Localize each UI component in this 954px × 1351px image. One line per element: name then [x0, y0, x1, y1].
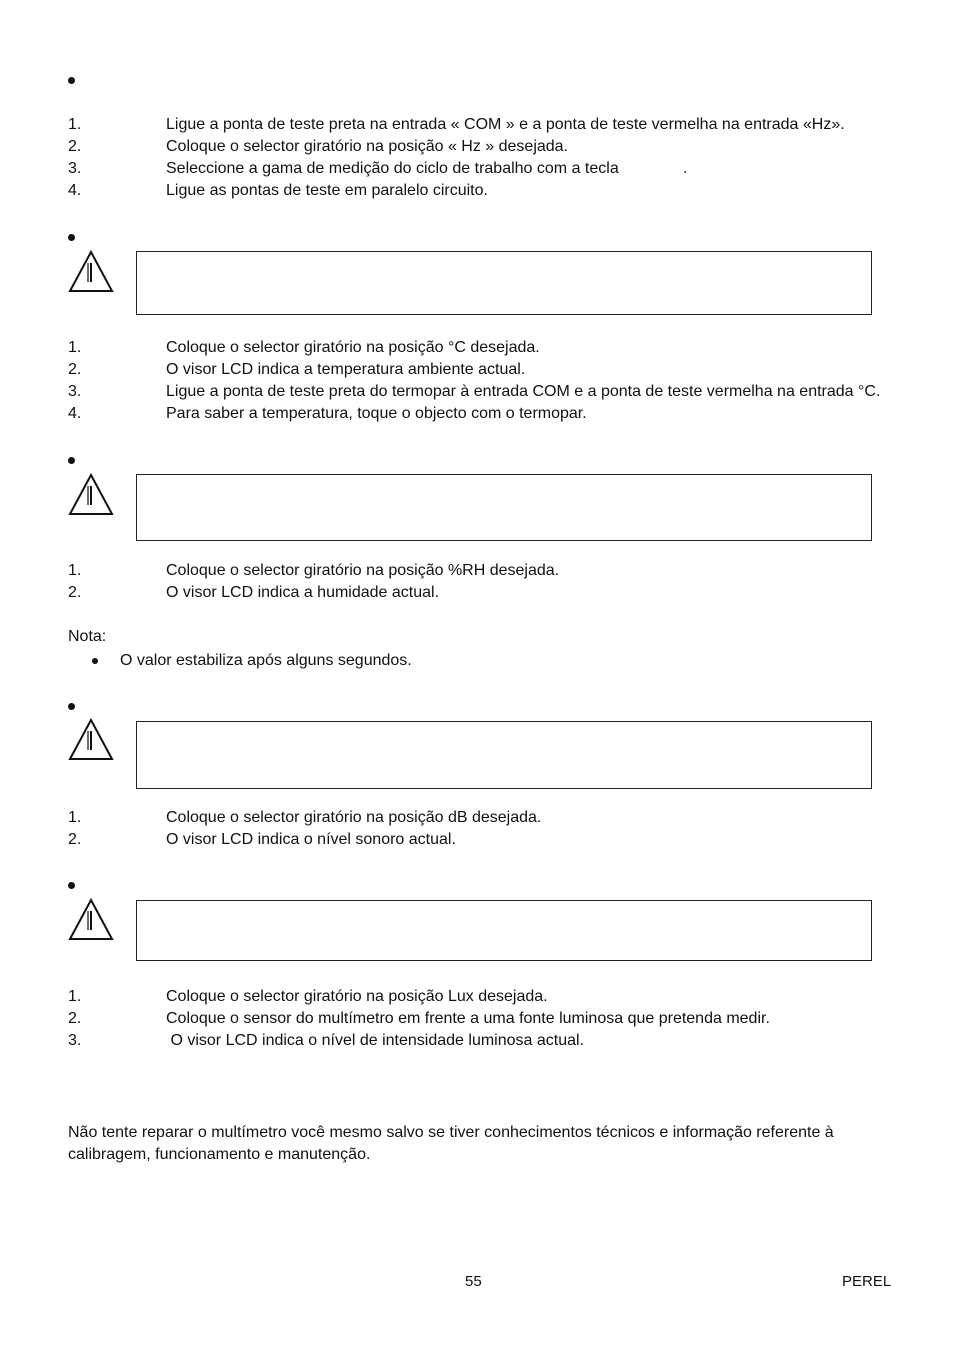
lux-step-1-number: 1.: [68, 988, 82, 1005]
temp-step-3-number: 3.: [68, 383, 82, 400]
humidity-step-1-number: 1.: [68, 562, 82, 579]
temp-step-4-number: 4.: [68, 405, 82, 422]
warning-triangle-icon: [68, 249, 114, 293]
temp-step-1-text: Coloque o selector giratório na posição °C desejada.: [166, 339, 540, 356]
lux-step-2-number: 2.: [68, 1010, 82, 1027]
temp-step-4-text: Para saber a temperatura, toque o objecto com o termopar.: [166, 405, 587, 422]
lux-step-3-number: 3.: [68, 1032, 82, 1049]
sound-step-2-text: O visor LCD indica o nível sonoro actual.: [166, 831, 456, 848]
duty-step-3-suffix: .: [683, 160, 688, 177]
section-bullet-lux: [68, 882, 75, 889]
maintenance-text-line2: calibragem, funcionamento e manutenção.: [68, 1146, 371, 1163]
lux-step-2-text: Coloque o sensor do multímetro em frente a uma fonte luminosa que pretenda medir.: [166, 1010, 770, 1027]
duty-step-2-number: 2.: [68, 138, 82, 155]
warning-triangle-icon: [68, 472, 114, 516]
lux-step-3-text: O visor LCD indica o nível de intensidade luminosa actual.: [166, 1032, 584, 1049]
warning-box-humidity: [136, 474, 872, 541]
duty-step-1-number: 1.: [68, 116, 82, 133]
humidity-step-2-text: O visor LCD indica a humidade actual.: [166, 584, 440, 601]
page-number: 55: [465, 1273, 482, 1290]
sound-step-2-number: 2.: [68, 831, 82, 848]
warning-triangle-icon: [68, 717, 114, 761]
humidity-step-1-text: Coloque o selector giratório na posição %RH desejada.: [166, 562, 560, 579]
duty-step-3-number: 3.: [68, 160, 82, 177]
warning-box-lux: [136, 900, 872, 961]
temp-step-1-number: 1.: [68, 339, 82, 356]
warning-box-sound: [136, 721, 872, 789]
section-bullet-sound: [68, 703, 75, 710]
lux-step-1-text: Coloque o selector giratório na posição Lux desejada.: [166, 988, 548, 1005]
duty-step-1-text: Ligue a ponta de teste preta na entrada « COM » e a ponta de teste vermelha na entrada «Hz».: [166, 116, 845, 133]
note-item: O valor estabiliza após alguns segundos.: [120, 652, 412, 669]
duty-step-4-text: Ligue as pontas de teste em paralelo circuito.: [166, 182, 488, 199]
section-bullet-duty: [68, 77, 75, 84]
maintenance-text-line1: Não tente reparar o multímetro você mesmo salvo se tiver conhecimentos técnicos e informação referente à: [68, 1124, 834, 1141]
warning-triangle-icon: [68, 897, 114, 941]
duty-step-2-text: Coloque o selector giratório na posição « Hz » desejada.: [166, 138, 569, 155]
temp-step-2-text: O visor LCD indica a temperatura ambiente actual.: [166, 361, 526, 378]
warning-box-temperature: [136, 251, 872, 315]
section-bullet-temperature: [68, 234, 75, 241]
sound-step-1-number: 1.: [68, 809, 82, 826]
temp-step-2-number: 2.: [68, 361, 82, 378]
note-label: Nota:: [68, 628, 107, 645]
temp-step-3-text: Ligue a ponta de teste preta do termopar à entrada COM e a ponta de teste vermelha na entrada °C.: [166, 383, 881, 400]
humidity-step-2-number: 2.: [68, 584, 82, 601]
duty-step-3-text: Seleccione a gama de medição do ciclo de trabalho com a tecla: [166, 160, 619, 177]
note-bullet: [92, 658, 98, 664]
duty-step-4-number: 4.: [68, 182, 82, 199]
section-bullet-humidity: [68, 457, 75, 464]
sound-step-1-text: Coloque o selector giratório na posição dB desejada.: [166, 809, 542, 826]
footer-brand: PEREL: [842, 1273, 892, 1290]
